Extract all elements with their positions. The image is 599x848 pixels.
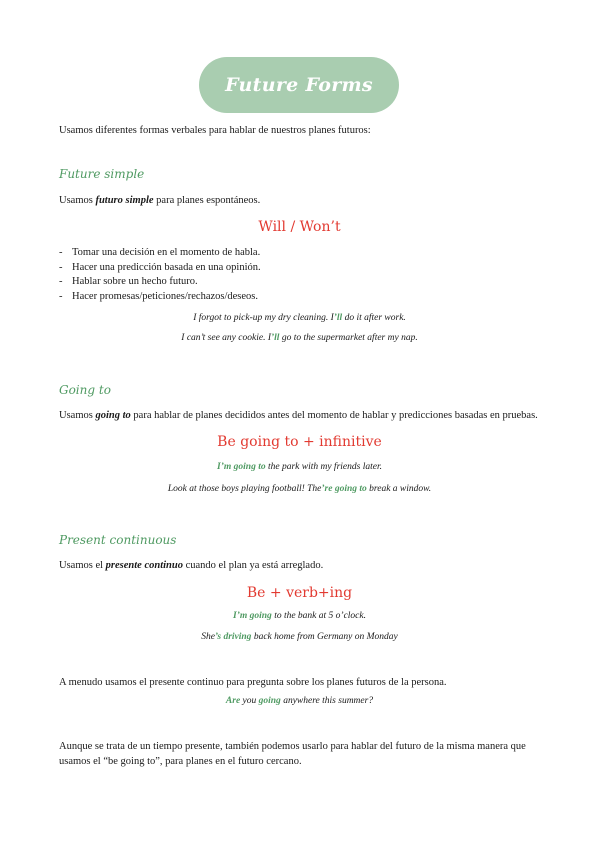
- term-futuro-simple: futuro simple: [95, 195, 154, 206]
- example-sentence: I’m going to the bank at 5 o’clock.: [233, 611, 366, 621]
- page-title: Future Forms: [225, 74, 373, 96]
- formula-be-going-to: Be going to + infinitive: [217, 434, 382, 450]
- closing-paragraph: [59, 739, 559, 769]
- section-heading-present-continuous: Present continuous: [59, 533, 177, 547]
- section-heading-future-simple: Future simple: [59, 167, 145, 181]
- bullet-item: - Hablar sobre un hecho futuro.: [59, 275, 539, 290]
- future-simple-bullets: [59, 246, 539, 305]
- going-to-description: Usamos going to para hablar de planes decididos antes del momento de hablar y predicciones basadas en pruebas.: [59, 410, 538, 421]
- example-question: Are you going anywhere this summer?: [225, 696, 374, 706]
- example-sentence: I forgot to pick-up my dry cleaning. I’ll do it after work.: [193, 313, 406, 323]
- formula-be-verb-ing: Be + verb+ing: [246, 585, 353, 601]
- example-sentence: I’m going to the park with my friends later.: [217, 462, 382, 472]
- closing-line: usamos el “be going to”, para planes en el futuro cercano.: [59, 756, 302, 767]
- present-continuous-note: A menudo usamos el presente continuo para pregunta sobre los planes futuros de la persona.: [59, 677, 447, 688]
- closing-line: Aunque se trata de un tiempo presente, también podemos usarlo para hablar del futuro de la misma manera que: [59, 741, 526, 752]
- example-sentence: She’s driving back home from Germany on Monday: [201, 632, 398, 642]
- bullet-item: - Hacer una predicción basada en una opinión.: [59, 261, 539, 276]
- example-sentence: Look at those boys playing football! The’re going to break a window.: [167, 484, 432, 494]
- term-presente-continuo: presente continuo: [105, 560, 183, 571]
- bullet-item: - Hacer promesas/peticiones/rechazos/deseos.: [59, 290, 539, 305]
- title-banner: [199, 57, 399, 113]
- section-heading-going-to: Going to: [59, 383, 111, 397]
- intro-text: Usamos diferentes formas verbales para hablar de nuestros planes futuros:: [59, 125, 371, 136]
- term-going-to: going to: [95, 410, 131, 421]
- present-continuous-description: Usamos el presente continuo cuando el plan ya está arreglado.: [59, 560, 324, 571]
- formula-will-wont: Will / Won’t: [258, 219, 341, 235]
- bullet-item: - Tomar una decisión en el momento de habla.: [59, 246, 539, 261]
- example-sentence: I can’t see any cookie. I’ll go to the supermarket after my nap.: [181, 333, 418, 343]
- future-simple-description: Usamos futuro simple para planes espontáneos.: [59, 195, 261, 206]
